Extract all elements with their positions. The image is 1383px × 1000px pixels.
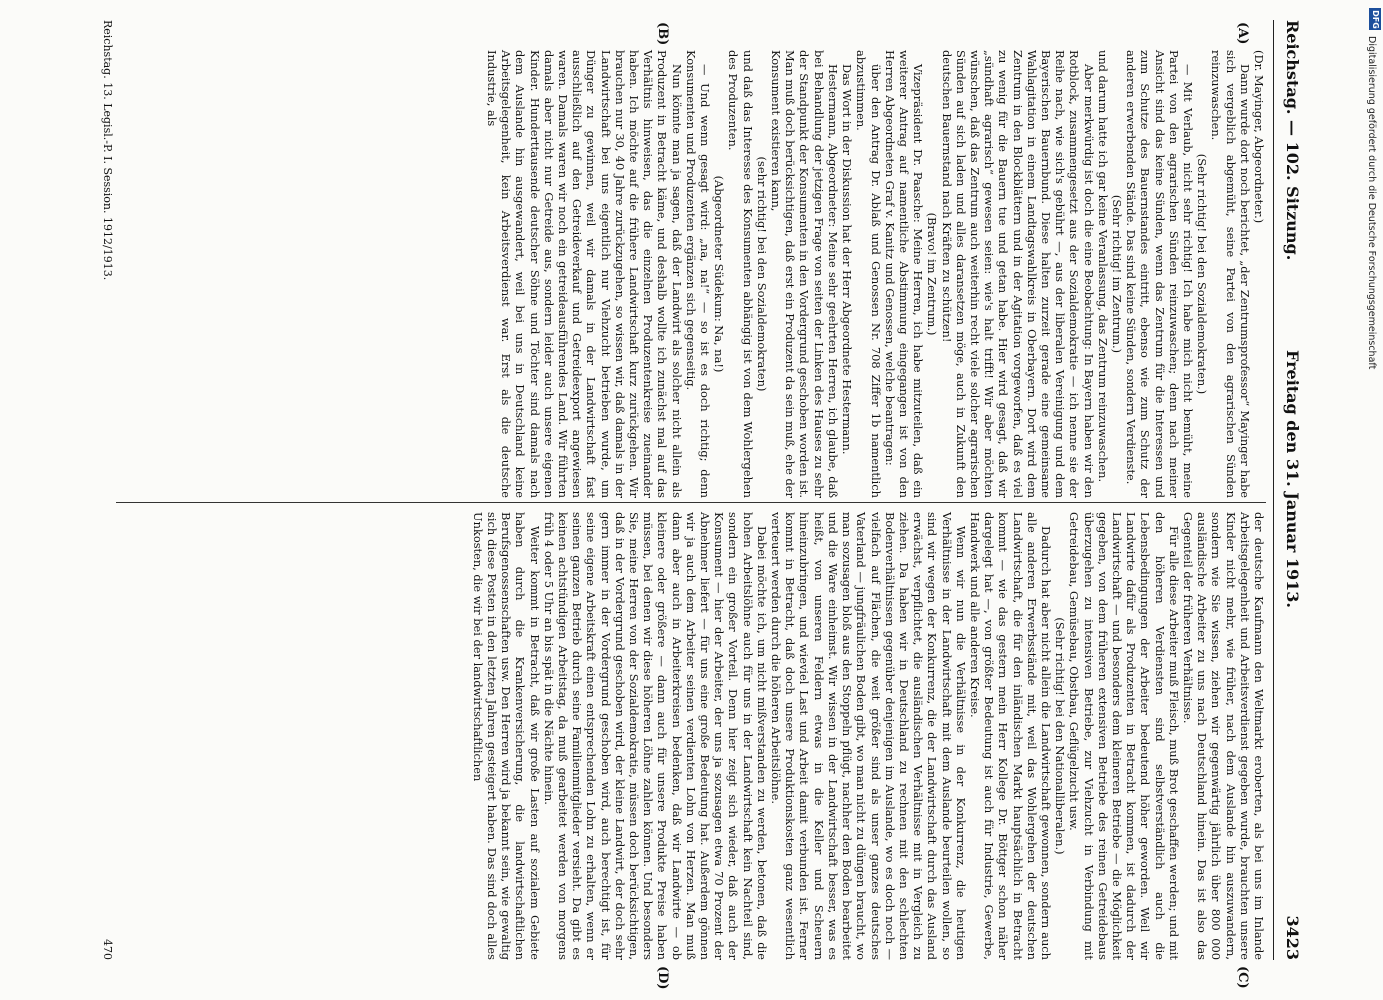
interjection: (Sehr richtig! bei den Sozialdemokraten.)	[1195, 153, 1210, 395]
header-date: Freitag den 31. Januar 1913.	[1283, 350, 1302, 608]
paragraph: Aber merkwürdig ist doch die eine Beobachtung: In Bayern haben wir den Rotblock, zusammengesetzt aus der Sozialdemokratie — ich nenne sie der Reihe nach, wie sich's gebührt —, aus der liberalen Vereinigung und dem Bayerischen Bauernbund. Diese halten zurzeit gerade eine gemeinsame Wahlagitation in einem Landtagswahlkreis in Oberbayern. Dort wird dem Zentrum in den Blockblättern und in der Agitation vorgeworfen, daß es viel zu wenig für die Bauern tue und getan habe. Hier wird gesagt, daß wir „sündhaft agrarisch“ gewesen seien: wie's halt trifft! Wir aber möchten wünschen, daß das Zentrum auch weiterhin recht viele solcher agrarischen Sünden auf sich laden und alles daransetzen möge, auch in Zukunft den deutschen Bauernstand nach Kräften zu schützen!	[939, 50, 1096, 498]
speaker-line: (Dr. Mayinger, Abgeordneter.)	[1252, 50, 1266, 224]
paragraph: Vizepräsident Dr. Paasche: Meine Herren, ich habe mitzuteilen, daß ein weiterer Antrag auf namentliche Abstimmung eingegangen ist von den Herren Abgeordneten Graf v. Kanitz und Genossen, welche beantragen:	[882, 50, 926, 498]
paragraph: der deutsche Kaufmann den Weltmarkt eroberten, als bei uns im Inlande Arbeitsgelegenheit und Arbeitsverdienst gegeben wurde, brauchten unsere Kinder nicht mehr, wie früher, nach dem Auslande hin auszuwandern, sondern wie Sie wissen, ziehen wir gegenwärtig jährlich über 800 000 ausländische Arbeiter zu uns nach Deutschland hinein. Das ist also das Gegenteil der früheren Verhältnisse.	[1180, 512, 1266, 960]
dfg-logo-text: DFG	[1370, 9, 1380, 29]
paragraph: Dabei möchte ich, um nicht mißverstanden zu werden, betonen, daß die hohen Arbeitslöhne auch für uns in der Landwirtschaft kein Nachteil sind, sondern ein großer Vorteil. Denn hier zeigt sich wieder, daß auch der Konsument — hier der Arbeiter, der uns ja sozusagen etwa 70 Prozent der Abnehmer liefert — für uns eine große Bedeutung hat. Außerdem gönnen wir ja auch dem Arbeiter seinen verdienten Lohn von Herzen. Man muß dann aber auch in Arbeiterkreisen bedenken, daß wir Landwirte — ob kleinere oder größere — dann auch für unsere Produkte Preise haben müssen, bei denen wir diese höheren Löhne zahlen können. Und besonders Sie, meine Herren von der Sozialdemokratie, müssen doch berücksichtigen, daß in der Vordergrund geschoben wird, der kleine Landwirt, der doch sehr gern immer in der Vordergrund geschoben wird, auch berechtigt ist, für seine eigene Arbeitskraft einen entsprechenden Lohn zu erhalten, wenn er seinen ganzen Betrieb durch seine Familienmitglieder versieht. Da gibt es keinen achtstündigen Arbeitstag, da muß gearbeitet werden von morgens früh 4 oder 5 Uhr an bis spät in die Nächte hinein.	[541, 512, 769, 960]
paragraph: und daß das Interesse des Konsumenten abhängig ist von dem Wohlergehen des Produzenten.	[726, 50, 755, 498]
margin-marker-d: (D)	[655, 966, 670, 990]
paragraph: Für alle diese Arbeiter muß Fleisch, muß Brot geschaffen werden; und mit den höheren Verdiensten sind selbstverständlich auch die Lebensbedingungen der Arbeiter bedeutend höher geworden. Weil wir Landwirte dafür als Produzenten in Betracht kommen, ist dadurch der Landwirtschaft — und besonders dem kleineren Betriebe — die Möglichkeit gegeben, von dem früheren extensiven Betriebe des reinen Getreidebaus überzugehen zu intensiven Betriebe, zur Viehzucht in Verbindung mit Getreidebau, Gemüsebau, Obstbau, Geflügelzucht usw.	[1067, 512, 1181, 960]
paragraph: Weiter kommt in Betracht, daß wir große Lasten auf sozialem Gebiete haben durch die Krankenversicherung, die landwirtschaftlichen Berufsgenossenschaften usw. Den Herren wird ja bekannt sein, wie gewaltig sich diese Posten in den letzten Jahren gesteigert haben. Das sind doch alles Unkosten, die wir bei der landwirtschaftlichen	[470, 512, 542, 960]
paragraph: Wenn wir nun die Verhältnisse in der Konkurrenz, die heutigen Verhältnisse in der Landwirtschaft mit dem Auslande beurteilen wollen, so sind wir wegen der Konkurrenz, die der Landwirtschaft durch das Ausland erwächst, verpflichtet, die ausländischen Verhältnisse mit in Vergleich zu ziehen. Da haben wir in Deutschland zu rechnen mit den schlechten Bodenverhältnissen gegenüber denjenigen im Auslande, wo es doch noch — vielfach auf Flächen, die weit größer sind als unser ganzes deutsches Vaterland — jungfräulichen Boden gibt, wo man nicht zu düngen braucht, wo man sozusagen bloß aus den Stoppeln pflügt, nachher den Boden bearbeitet und die Ware einheimst. Wir wissen in der Landwirtschaft besser, was es heißt, von unseren Feldern etwas in die Keller und Scheuern hineinzubringen, und wieviel Last und Arbeit damit verbunden ist. Ferner kommt in Betracht, daß doch unsere Produktionskosten ganz wesentlich verteuert werden durch die höheren Arbeitslöhne.	[769, 512, 968, 960]
paragraph: Das Wort in der Diskussion hat der Herr Abgeordnete Hestermann.	[840, 64, 855, 455]
paragraph: Dadurch hat aber nicht allein die Landwirtschaft gewonnen, sondern auch alle anderen Erwerbsstände mit, weil das Wohlergehen der deutschen Landwirtschaft, die für den inländischen Markt hauptsächlich in Betracht kommt — wie das gestern mein Herr Kollege Dr. Böttger schon näher dargelegt hat —, von größter Bedeutung ist auch für Industrie, Gewerbe, Handwerk und alle anderen Kreise.	[967, 512, 1053, 960]
right-column	[116, 512, 1266, 960]
margin-marker-c: (C)	[1235, 966, 1250, 989]
digitization-note: Digitalisierung gefördert durch die Deutsche Forschungsgemeinschaft	[1366, 36, 1377, 370]
rotated-document	[40, 20, 1310, 990]
interjection: (Sehr richtig! im Zentrum.)	[1109, 194, 1124, 354]
paragraph: Hestermann, Abgeordneter: Meine sehr geehrten Herren, ich glaube, daß bei Behandlung der jetzigen Frage von seiten der Linken des Hauses zu sehr der Standpunkt der Konsumenten in den Vordergrund geschoben worden ist. Man muß doch berücksichtigen, daß erst ein Produzent da sein muß, ehe der Konsument existieren kann,	[769, 50, 840, 498]
margin-marker-a: (A)	[1235, 22, 1250, 45]
dfg-logo	[1369, 8, 1381, 30]
footer-sheet-number: 470	[101, 939, 114, 960]
margin-marker-b: (B)	[655, 22, 670, 46]
paragraph: — Mit Verlaub, nicht sehr richtig! Ich habe mich nicht bemüht, meine Partei von den agrarischen Sünden reinzuwaschen; denn nach meiner Ansicht sind das keine Sünden, wenn das Zentrum für die Interessen und zum Schutze des Bauernstandes eintritt, ebenso wie zum Schutz der anderen erwerbenden Stände. Das sind keine Sünden, sondern Verdienste.	[1124, 50, 1195, 498]
interjection: (Abgeordneter Südekum: Na, na!)	[712, 175, 727, 373]
paragraph: und darum hatte ich gar keine Veranlassung, das Zentrum reinzuwaschen.	[1095, 50, 1110, 483]
interjection: (sehr richtig! bei den Sozialdemokraten)	[754, 156, 769, 392]
paragraph: über den Antrag Dr. Ablaß und Genossen Nr. 708 Ziffer 1b namentlich abzustimmen.	[854, 50, 883, 498]
footer-session: Reichstag. 13. Legisl.-P. I. Session. 1912/1913.	[101, 20, 114, 281]
interjection: (Bravo! im Zentrum.)	[925, 212, 940, 336]
paragraph: Dann wurde dort noch berichtet, „der Zentrumsprofessor“ Mayinger habe sich vergeblich abgemüht, seine Partei von den agrarischen Sünden reinzuwaschen.	[1209, 50, 1252, 498]
page-header	[1273, 20, 1310, 960]
column-divider	[116, 502, 1266, 503]
left-column	[126, 50, 1266, 498]
interjection: (Sehr richtig! bei den Nationalliberalen.)	[1053, 617, 1068, 855]
paragraph: — Und wenn gesagt wird: „na, na!“ — so ist es doch richtig; denn Konsumenten und Produzenten ergänzen sich gegenseitig.	[683, 50, 713, 498]
header-session: Reichstag. — 102. Sitzung.	[1283, 20, 1302, 261]
header-page-number: 3423	[1283, 915, 1302, 960]
paragraph: Nun könnte man ja sagen, daß der Landwirt als solcher nicht allein als Produzent in Betracht käme, und deshalb wollte ich zunächst mal auf das Verhältnis hinweisen, das die einzelnen Produzentenkreise zueinander haben. Ich möchte auf die frühere Landwirtschaft kurz zurückgehen. Wir brauchen nur 30, 40 Jahre zurückzugehen, so wissen wir, daß damals in der Landwirtschaft bei uns eigentlich nur Viehzucht betrieben wurde, um Dünger zu gewinnen, weil wir damals in der Landwirtschaft fast ausschließlich auf den Getreideverkauf und Getreideexport angewiesen waren. Damals waren wir noch ein getreideausführendes Land. Wir führten damals aber nicht nur Getreide aus, sondern leider auch unsere eigenen Kinder. Hunderttausende deutscher Söhne und Töchter sind damals nach dem Auslande hin ausgewandert, weil bei uns in Deutschland keine Arbeitsgelegenheit, kein Arbeitsverdienst war. Erst als die deutsche Industrie, als	[485, 50, 684, 498]
